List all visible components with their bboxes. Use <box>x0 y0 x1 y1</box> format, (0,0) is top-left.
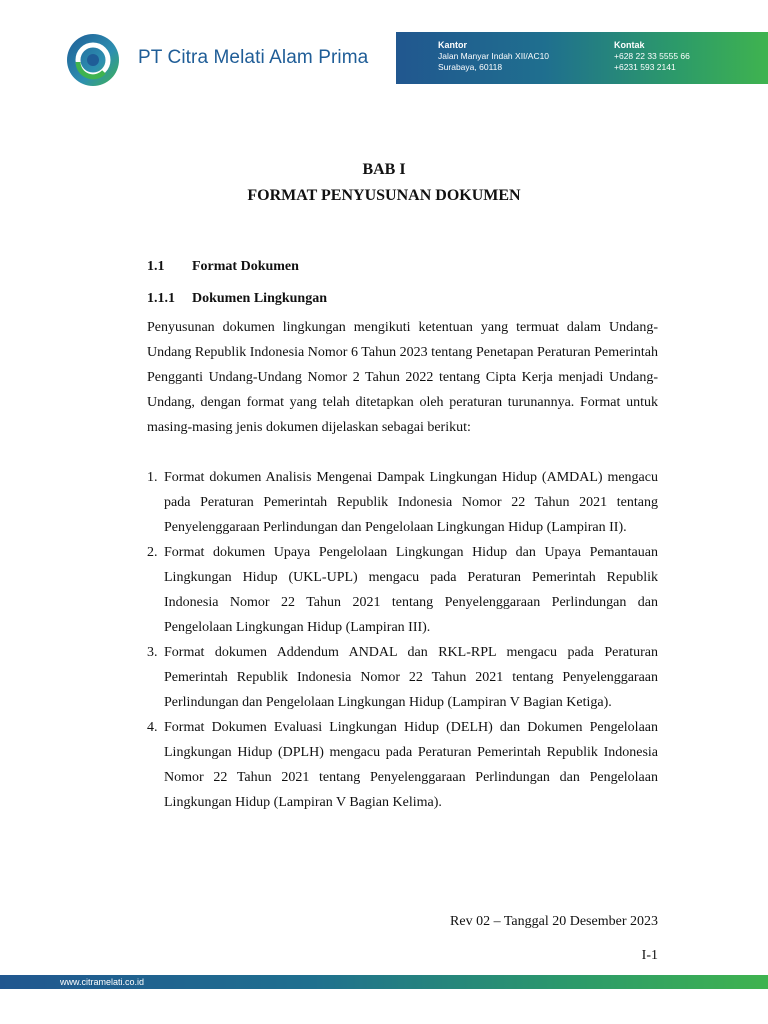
footer-band <box>0 975 768 989</box>
company-logo-icon <box>64 32 122 88</box>
header-contact-band <box>396 32 768 84</box>
list-item <box>147 465 658 540</box>
section-title: Format Dokumen <box>192 259 299 274</box>
office-address-line1: Jalan Manyar Indah XII/AC10 <box>438 51 550 61</box>
chapter-label: BAB I <box>362 161 406 178</box>
company-name: PT Citra Melati Alam Prima <box>138 47 369 68</box>
contact-phone-1: +628 22 33 5555 66 <box>614 51 690 61</box>
section-number: 1.1 <box>147 259 165 274</box>
subsection-heading <box>147 291 327 307</box>
contact-heading: Kontak <box>614 40 645 50</box>
document-format-list <box>147 465 658 815</box>
list-marker: 2. <box>147 545 158 560</box>
list-marker: 3. <box>147 645 158 660</box>
list-item-text: Format dokumen Addendum ANDAL dan RKL-RPL mengacu pada Peraturan Pemerintah Republik Indonesia Nomor 22 Tahun 2021 tentang Penyelenggaraan Perlindungan dan Pengelolaan Lingkungan Hidup (Lampiran V Bagian Ketiga). <box>164 645 658 710</box>
chapter-title: FORMAT PENYUSUNAN DOKUMEN <box>247 187 521 204</box>
intro-paragraph: Penyusunan dokumen lingkungan mengikuti ketentuan yang termuat dalam Undang-Undang Republik Indonesia Nomor 6 Tahun 2023 tentang Penetapan Peraturan Pemerintah Pengganti Undang-Undang Nomor 2 Tahun 2022 tentang Cipta Kerja menjadi Undang-Undang, dengan format yang telah ditetapkan oleh peraturan turunannya. Format untuk masing-masing jenis dokumen dijelaskan sebagai berikut: <box>147 320 658 435</box>
list-item-text: Format Dokumen Evaluasi Lingkungan Hidup (DELH) dan Dokumen Pengelolaan Lingkungan Hidup (DPLH) mengacu pada Peraturan Pemerintah Republik Indonesia Nomor 22 Tahun 2021 tentang Penyelenggaraan Perlindungan dan Pengelolaan Lingkungan Hidup (Lampiran V Bagian Kelima). <box>164 720 658 810</box>
office-info <box>438 40 549 73</box>
list-item <box>147 540 658 640</box>
subsection-title: Dokumen Lingkungan <box>192 291 328 306</box>
list-item-text: Format dokumen Upaya Pengelolaan Lingkungan Hidup dan Upaya Pemantauan Lingkungan Hidup (UKL-UPL) mengacu pada Peraturan Pemerintah Republik Indonesia Nomor 22 Tahun 2021 tentang Penyelenggaraan Perlindungan dan Pengelolaan Lingkungan Hidup (Lampiran III). <box>164 545 658 635</box>
office-heading: Kantor <box>438 40 467 50</box>
footer-website-link[interactable]: www.citramelati.co.id <box>60 977 145 987</box>
list-marker: 4. <box>147 720 158 735</box>
list-marker: 1. <box>147 470 158 485</box>
contact-phone-2: +6231 593 2141 <box>614 62 676 72</box>
page-number: I-1 <box>641 948 658 963</box>
list-item <box>147 640 658 715</box>
revision-note: Rev 02 – Tanggal 20 Desember 2023 <box>450 914 658 929</box>
list-item-text: Format dokumen Analisis Mengenai Dampak Lingkungan Hidup (AMDAL) mengacu pada Peraturan Pemerintah Republik Indonesia Nomor 22 Tahun 2021 tentang Penyelenggaraan Perlindungan dan Pengelolaan Lingkungan Hidup (Lampiran II). <box>164 470 658 535</box>
contact-info <box>614 40 690 73</box>
subsection-number: 1.1.1 <box>147 291 175 306</box>
list-item <box>147 715 658 815</box>
office-address-line2: Surabaya, 60118 <box>438 62 503 72</box>
section-heading <box>147 259 299 275</box>
